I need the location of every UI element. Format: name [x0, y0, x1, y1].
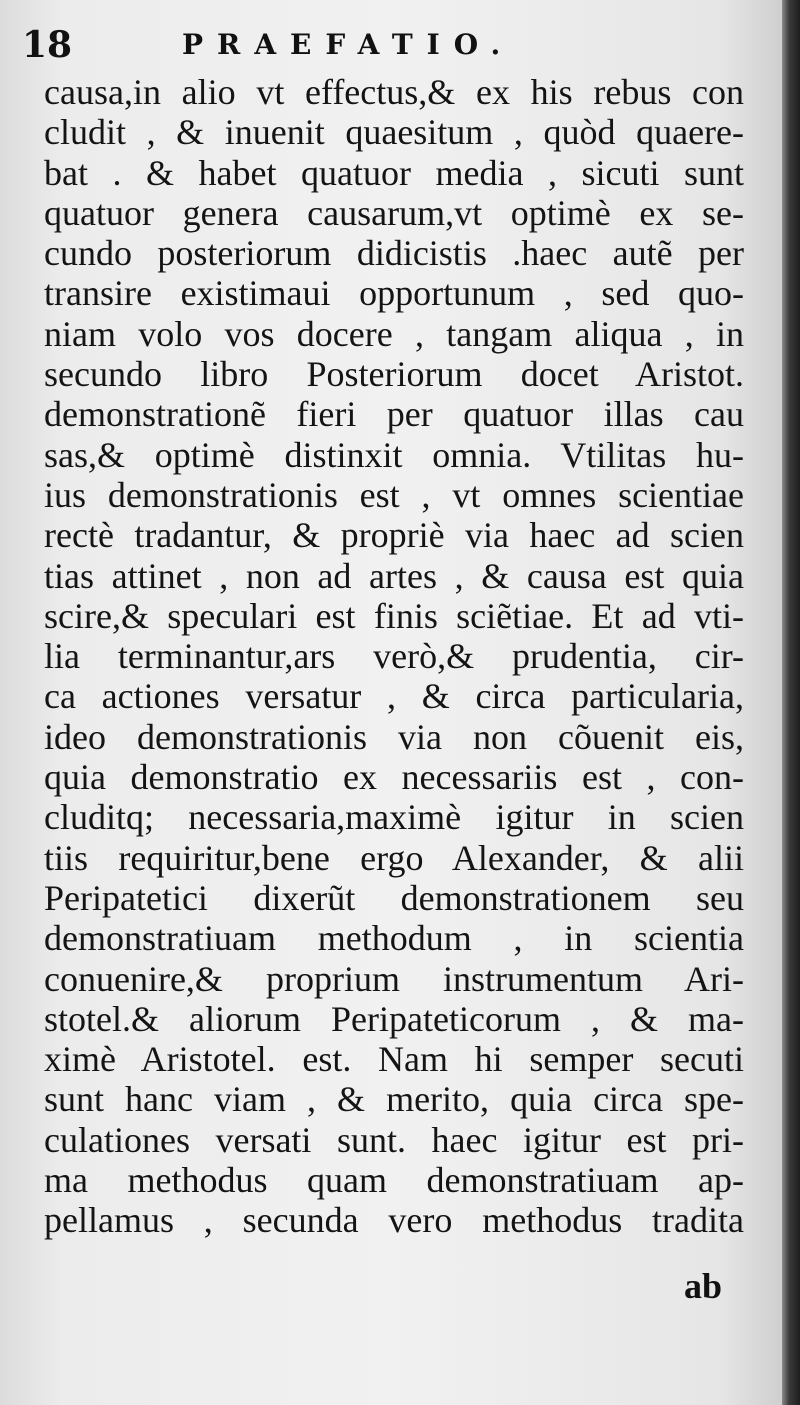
text-line: cundo posteriorum didicistis .haec autẽ per: [44, 233, 744, 274]
text-line: quatuor genera causarum,vt optimè ex se-: [44, 192, 744, 233]
text-line: conuenire,& proprium instrumentum Ari-: [44, 958, 744, 999]
text-line: bat . & habet quatuor media , sicuti sunt: [44, 152, 744, 193]
text-line: culationes versati sunt. haec igitur est pri-: [44, 1119, 744, 1160]
text-line: demonstratiuam methodum , in scientia: [44, 918, 744, 959]
body-text: [44, 72, 744, 1241]
text-line: ius demonstrationis est , vt omnes scientiae: [44, 474, 744, 515]
page-header: [22, 22, 762, 68]
text-line: ca actiones versatur , & circa particularia,: [44, 676, 744, 717]
text-line: ideo demonstrationis via non cõuenit eis,: [44, 716, 744, 757]
page-edge-shadow: [782, 0, 800, 1405]
text-line: sunt hanc viam , & merito, quia circa spe-: [44, 1079, 744, 1120]
text-line: ma methodus quam demonstratiuam ap-: [44, 1160, 744, 1201]
text-line: cludit , & inuenit quaesitum , quòd quaere-: [44, 112, 744, 153]
text-line: rectè tradantur, & propriè via haec ad scien: [44, 515, 744, 556]
text-line: cluditq; necessaria,maximè igitur in scien: [44, 797, 744, 838]
text-line: transire existimaui opportunum , sed quo-: [44, 273, 744, 314]
text-line: demonstrationẽ fieri per quatuor illas cau: [44, 394, 744, 435]
text-line: lia terminantur,ars verò,& prudentia, cir-: [44, 636, 744, 677]
text-line: scire,& speculari est finis sciẽtiae. Et ad vti-: [44, 595, 744, 636]
text-line: stotel.& aliorum Peripateticorum , & ma-: [44, 998, 744, 1039]
text-line: quia demonstratio ex necessariis est , con-: [44, 757, 744, 798]
text-line: sas,& optimè distinxit omnia. Vtilitas hu-: [44, 434, 744, 475]
text-line: niam volo vos docere , tangam aliqua , in: [44, 313, 744, 354]
text-line: Peripatetici dixerũt demonstrationem seu: [44, 877, 744, 918]
text-line: pellamus , secunda vero methodus tradita: [44, 1200, 744, 1241]
catchword: ab: [683, 1266, 722, 1306]
text-line: tiis requiritur,bene ergo Alexander, & alii: [44, 837, 744, 878]
text-line: ximè Aristotel. est. Nam hi semper secuti: [44, 1039, 744, 1080]
text-line: tias attinet , non ad artes , & causa est quia: [44, 555, 744, 596]
text-line: causa,in alio vt effectus,& ex his rebus con: [44, 72, 744, 112]
running-head: PRAEFATIO.: [182, 28, 515, 61]
text-line: secundo libro Posteriorum docet Aristot.: [44, 354, 744, 395]
page-number: 18: [22, 24, 73, 66]
